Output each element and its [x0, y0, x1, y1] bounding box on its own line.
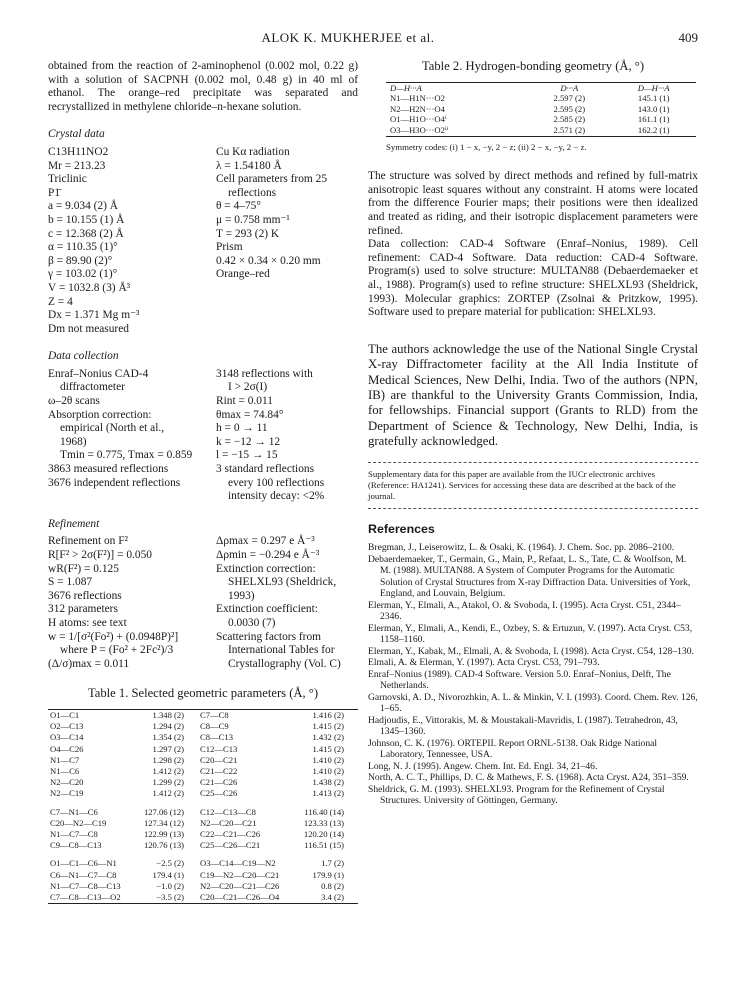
table-cell: N2—H2N···O4	[390, 103, 445, 114]
data-line: Cu Kα radiation	[216, 145, 290, 158]
column-header: D—H···A	[637, 82, 670, 93]
data-line: Orange–red	[216, 268, 270, 281]
software-paragraph: Data collection: CAD-4 Software (Enraf–Nonius, 1989). Cell refinement: CAD-4 Software. Data reduction: CAD-4 Software. Program(s) used to solve structure: MULTAN88 (Debaerdemaeker et al., 1988). Program(s) used to refine structure: SHELXL93 (Sheldrick, 1993). Molecular graphics: ZORTEP (Zsolnai & Pritzkow, 1995). Software used to prepare material for publication: SHELXL93.	[368, 238, 698, 319]
table-cell: N1—H1N···O2	[390, 93, 445, 104]
refinement-block	[48, 535, 358, 671]
data-line: a = 9.034 (2) Å	[48, 200, 119, 213]
crystal-data-right	[216, 146, 358, 336]
page-number: 409	[678, 30, 698, 45]
data-line: α = 110.35 (1)°	[48, 241, 118, 254]
data-line: Refinement on F²	[48, 535, 128, 548]
symmetry-codes: Symmetry codes: (i) 1 − x, −y, 2 − z; (ii) 2 − x, −y, 2 − z.	[386, 141, 587, 152]
data-line: I > 2σ(I)	[228, 381, 268, 394]
table-cell: 127.34 (12)	[143, 817, 185, 828]
data-line: where P = (Fo² + 2Fc²)/3	[60, 644, 174, 657]
table-cell: N2—C20—C21	[200, 817, 257, 828]
running-title: ALOK K. MUKHERJEE et al.	[261, 30, 435, 45]
data-line: ω–2θ scans	[48, 395, 100, 408]
data-line: International Tables for	[228, 644, 335, 657]
table-cell: 120.76 (13)	[143, 840, 185, 851]
reference-entry: North, A. C. T., Phillips, D. C. & Mathews, F. S. (1968). Acta Cryst. A24, 351–359.	[368, 772, 689, 784]
table-row	[48, 840, 358, 851]
table-cell: C20—N2—C19	[50, 817, 107, 828]
crystal-data-left	[48, 146, 216, 336]
table-cell: 145.1 (1)	[637, 93, 670, 104]
refinement-heading: Refinement	[48, 517, 100, 530]
table-cell: 1.415 (2)	[312, 721, 344, 732]
table-cell: 1.294 (2)	[152, 721, 185, 732]
table-cell: N2—C20—C21—C26	[200, 880, 280, 891]
data-line: 3676 reflections	[48, 589, 122, 602]
data-line: Z = 4	[48, 295, 73, 308]
supplementary-note: Supplementary data for this paper are available from the IUCr electronic archives (Reference: HA1241). Services for accessing these data are described at the back of the journal.	[368, 468, 676, 501]
table-cell: C20—C21	[200, 754, 238, 765]
data-line: γ = 103.02 (1)°	[48, 268, 118, 281]
table2-caption: Table 2. Hydrogen-bonding geometry (Å, °)	[421, 59, 645, 73]
data-line: H atoms: see text	[48, 616, 127, 629]
table-cell: 1.298 (2)	[152, 754, 185, 765]
table-cell: 127.06 (12)	[143, 806, 185, 817]
data-line: λ = 1.54180 Å	[216, 159, 282, 172]
reference-entry: Bregman, J., Leiserowitz, L. & Osaki, K. (1964). J. Chem. Soc. pp. 2086–2100.	[368, 542, 675, 554]
data-line: h = 0 → 11	[216, 422, 268, 435]
table-row	[48, 788, 358, 799]
crystal-data-heading: Crystal data	[48, 128, 105, 141]
acknowledgements: The authors acknowledge the use of the National Single Crystal X-ray Diffractometer facility at the All India Institute of Medical Sciences, New Delhi, India. Two of the authors (NPN, IB) are thankful to the University Grants Commission, India, for fellowships. Financial support (Grants to RLD) from the Department of Science & Technology, New Delhi, India, is gratefully acknowledged.	[368, 341, 698, 449]
table-cell: 1.299 (2)	[152, 777, 185, 788]
data-line: β = 89.90 (2)°	[48, 254, 113, 267]
data-line: diffractometer	[60, 381, 125, 394]
data-line: Scattering factors from	[216, 630, 322, 643]
table-cell: C12—C13—C8	[200, 806, 256, 817]
table-row	[48, 721, 358, 732]
table-cell: 116.51 (15)	[304, 840, 344, 851]
table-cell: C8—C13	[200, 732, 233, 743]
table-cell: C9—C8—C13	[50, 840, 102, 851]
table-cell: O2—C13	[50, 721, 84, 732]
reference-entry: Garnovski, A. D., Nivorozhkin, A. L. & Minkin, V. I. (1993). Coord. Chem. Rev. 126, 1–65.	[368, 691, 698, 715]
table-cell: C7—C8—C13—O2	[50, 891, 121, 902]
reference-entry: Sheldrick, G. M. (1993). SHELXL93. Program for the Refinement of Crystal Structures. University of Göttingen, Germany.	[368, 783, 665, 807]
reference-entry: Long, N. J. (1995). Angew. Chem. Int. Ed. Engl. 34, 21–46.	[368, 760, 598, 772]
data-line: Dx = 1.371 Mg m⁻³	[48, 309, 140, 322]
table-cell: 1.354 (2)	[152, 732, 185, 743]
table-row	[48, 777, 358, 788]
table-cell: 1.415 (2)	[312, 743, 344, 754]
column-header: D···A	[560, 82, 579, 93]
table-cell: 2.571 (2)	[553, 124, 586, 135]
table-cell: N2—C19	[50, 788, 84, 799]
references-heading: References	[368, 521, 435, 536]
data-line: 3863 measured reflections	[48, 463, 169, 476]
data-line: C13H11NO2	[48, 145, 109, 158]
data-line: Prism	[216, 241, 243, 254]
data-line: SHELXL93 (Sheldrick,	[228, 576, 337, 589]
table-cell: 0.8 (2)	[321, 880, 344, 891]
data-collection-block	[48, 368, 358, 504]
data-line: b = 10.155 (1) Å	[48, 213, 125, 226]
divider-bottom	[368, 508, 698, 509]
data-line: Absorption correction:	[48, 408, 152, 421]
table-row	[386, 125, 696, 136]
left-column	[48, 60, 358, 904]
data-line: Enraf–Nonius CAD-4	[48, 367, 149, 380]
geometric-parameters-table	[48, 709, 358, 904]
table-cell: C12—C13	[200, 743, 238, 754]
data-line: Rint = 0.011	[216, 395, 273, 408]
table-cell: C7—C8	[200, 709, 229, 720]
reference-entry: Elerman, Y., Elmali, A., Atakol, O. & Svoboda, I. (1995). Acta Cryst. C51, 2344–2346.	[368, 599, 681, 623]
data-line: Triclinic	[48, 173, 87, 186]
table-row	[48, 829, 358, 840]
data-line: 0.42 × 0.34 × 0.20 mm	[216, 254, 321, 267]
data-line: 1968)	[60, 435, 87, 448]
data-line: θ = 4–75°	[216, 200, 261, 213]
data-line: 312 parameters	[48, 603, 118, 616]
data-line: 3676 independent reflections	[48, 476, 181, 489]
column-header: D—H···A	[390, 82, 422, 93]
data-line: reflections	[228, 186, 277, 199]
table-cell: O3—H3O···O2ⁱⁱ	[390, 124, 449, 135]
table-cell: 1.7 (2)	[321, 858, 344, 869]
table-cell: C22—C21—C26	[200, 828, 261, 839]
table-row	[48, 870, 358, 881]
table-cell: 1.413 (2)	[312, 788, 344, 799]
table-cell: 2.597 (2)	[553, 93, 586, 104]
table-cell: 162.2 (1)	[637, 124, 670, 135]
table-cell: C8—C9	[200, 721, 229, 732]
data-line: l = −15 → 15	[216, 449, 278, 462]
table-cell: O3—C14	[50, 732, 84, 743]
data-line: Mr = 213.23	[48, 159, 106, 172]
table-row	[386, 93, 696, 104]
data-line: empirical (North et al.,	[60, 422, 165, 435]
table-row	[48, 881, 358, 892]
data-line: 1993)	[228, 589, 255, 602]
data-line: k = −12 → 12	[216, 435, 281, 448]
data-line: R[F² > 2σ(F²)] = 0.050	[48, 549, 152, 561]
table-cell: C25—C26	[200, 788, 238, 799]
data-line: (Δ/σ)max = 0.011	[48, 657, 130, 670]
table-cell: 2.585 (2)	[553, 114, 586, 125]
table-cell: C21—C26	[200, 777, 238, 788]
data-line: V = 1032.8 (3) Å³	[48, 281, 131, 294]
table-cell: 1.438 (2)	[312, 777, 344, 788]
table-cell: 161.1 (1)	[637, 114, 670, 125]
data-line: S = 1.087	[48, 576, 93, 589]
table-cell: 116.40 (14)	[304, 806, 344, 817]
table-cell: C19—N2—C20—C21	[200, 869, 280, 880]
table-cell: 1.297 (2)	[152, 743, 185, 754]
reference-entry: Enraf–Nonius (1989). CAD-4 Software. Version 5.0. Enraf–Nonius, Delft, The Netherlands.	[368, 668, 671, 692]
data-line: P1̄	[48, 186, 61, 199]
data-line: Δρmax = 0.297 e Å⁻³	[216, 535, 315, 548]
table-cell: 1.412 (2)	[152, 788, 185, 799]
table-cell: 179.9 (1)	[312, 869, 344, 880]
table-row	[48, 851, 358, 869]
table-cell: 123.33 (13)	[303, 817, 344, 828]
data-line: 3148 reflections with	[216, 367, 313, 380]
hydrogen-bond-table	[386, 82, 696, 137]
table-cell: C6—N1—C7—C8	[50, 869, 117, 880]
table-cell: C20—C21—C26—O4	[200, 891, 280, 902]
data-line: 3 standard reflections	[216, 463, 315, 476]
table-cell: 1.348 (2)	[152, 709, 185, 720]
table-cell: N1—C7—C8	[50, 828, 98, 839]
table-cell: C25—C26—C21	[200, 840, 261, 851]
data-line: Extinction coefficient:	[216, 603, 318, 616]
table-cell: 179.4 (1)	[152, 869, 185, 880]
reference-entry: Elerman, Y., Elmali, A., Kendi, E., Ozbey, S. & Ertuzun, V. (1997). Acta Cryst. C53, 1158–1160.	[368, 622, 693, 646]
table-cell: 120.20 (14)	[303, 828, 344, 839]
table-row	[48, 732, 358, 743]
table-cell: 3.4 (2)	[321, 891, 344, 902]
reference-list	[368, 542, 698, 807]
refinement-left	[48, 535, 216, 671]
data-collection-left	[48, 368, 216, 504]
data-line: Dm not measured	[48, 322, 129, 335]
table-header-row	[386, 82, 696, 93]
data-line: c = 12.368 (2) Å	[48, 227, 124, 240]
table-cell: −2.5 (2)	[156, 858, 185, 869]
running-header	[48, 30, 698, 50]
table-row	[48, 755, 358, 766]
table-cell: O3—C14—C19—N2	[200, 858, 276, 869]
table-cell: 2.595 (2)	[553, 103, 586, 114]
table-row	[48, 800, 358, 818]
table-cell: C21—C22	[200, 765, 238, 776]
table-cell: O1—C1	[50, 709, 80, 720]
table-cell: O4—C26	[50, 743, 84, 754]
table-row	[48, 892, 358, 904]
table-row	[386, 114, 696, 125]
reference-entry: Debaerdemaeker, T., Germain, G., Main, P., Refaat, L. S., Tate, C. & Woolfson, M. M. (1988). MULTAN88. A System of Computer Programs for the Automatic Solution of Crystal Structures from X-ray Diffraction Data. Universities of York, England, and Louvain, Belgium.	[368, 553, 691, 600]
data-line: Cell parameters from 25	[216, 173, 328, 186]
data-line: 0.0030 (7)	[228, 616, 276, 629]
data-line: T = 293 (2) K	[216, 227, 280, 240]
table-cell: 1.410 (2)	[312, 765, 344, 776]
table-row	[48, 766, 358, 777]
table-cell: 1.412 (2)	[152, 765, 185, 776]
data-line: Extinction correction:	[216, 562, 316, 575]
data-line: w = 1/[σ²(Fo²) + (0.0948P)²]	[48, 630, 179, 643]
data-line: intensity decay: <2%	[228, 490, 325, 503]
intro-paragraph: obtained from the reaction of 2-aminophenol (0.002 mol, 0.22 g) with a solution of SACPNH (0.002 mol, 0.48 g) in 40 ml of ethanol. The orange–red precipitate was separated and recrystallized in methylene chloride–n-hexane solution.	[48, 60, 358, 113]
table-row	[48, 818, 358, 829]
table-cell: N2—C20	[50, 777, 84, 788]
table-cell: 143.0 (1)	[637, 103, 670, 114]
data-collection-right	[216, 368, 358, 504]
table-cell: −1.0 (2)	[156, 880, 185, 891]
data-collection-heading: Data collection	[48, 350, 119, 363]
table-cell: −3.5 (2)	[156, 891, 185, 902]
reference-entry: Johnson, C. K. (1976). ORTEPII. Report ORNL-5138. Oak Ridge National Laboratory, Tennessee, USA.	[368, 737, 658, 761]
divider-top	[368, 462, 698, 463]
table-cell: C7—N1—C6	[50, 806, 98, 817]
data-line: wR(F²) = 0.125	[48, 562, 119, 575]
structure-paragraph: The structure was solved by direct methods and refined by full-matrix anisotropic least squares without any constraint. H atoms were located from the difference Fourier maps; their positions were then idealized and treated as riding, and their isotropic displacement parameters were refined.	[368, 170, 698, 237]
table-cell: N1—C7—C8—C13	[50, 880, 121, 891]
reference-entry: Hadjoudis, E., Vittorakis, M. & Moustakali-Mavridis, I. (1987). Tetrahedron, 43, 1345–1360.	[368, 714, 678, 738]
table-row	[48, 709, 358, 721]
refinement-right	[216, 535, 358, 671]
table-row	[48, 744, 358, 755]
table-cell: 122.99 (13)	[143, 828, 185, 839]
data-line: Crystallography (Vol. C)	[228, 657, 341, 670]
table-cell: 1.432 (2)	[312, 732, 344, 743]
reference-entry: Elerman, Y., Kabak, M., Elmali, A. & Svoboda, I. (1998). Acta Cryst. C54, 128–130.	[368, 645, 694, 657]
data-line: θmax = 74.84°	[216, 408, 284, 421]
table-row	[386, 104, 696, 115]
table-cell: N1—C6	[50, 765, 80, 776]
table-cell: N1—C7	[50, 754, 80, 765]
table-cell: 1.416 (2)	[312, 709, 344, 720]
data-line: μ = 0.758 mm⁻¹	[216, 213, 290, 226]
data-line: Δρmin = −0.294 e Å⁻³	[216, 549, 320, 561]
table-cell: 1.410 (2)	[312, 754, 344, 765]
table-cell: O1—H1O···O4ⁱ	[390, 114, 447, 125]
data-line: Tmin = 0.775, Tmax = 0.859	[60, 449, 193, 462]
table1-caption: Table 1. Selected geometric parameters (Å, °)	[87, 686, 319, 701]
reference-entry: Elmali, A. & Elerman, Y. (1997). Acta Cryst. C53, 791–793.	[368, 657, 600, 669]
data-line: every 100 reflections	[228, 476, 325, 489]
right-column	[368, 60, 698, 807]
crystal-data-block	[48, 146, 358, 336]
table-cell: O1—C1—C6—N1	[50, 858, 117, 869]
